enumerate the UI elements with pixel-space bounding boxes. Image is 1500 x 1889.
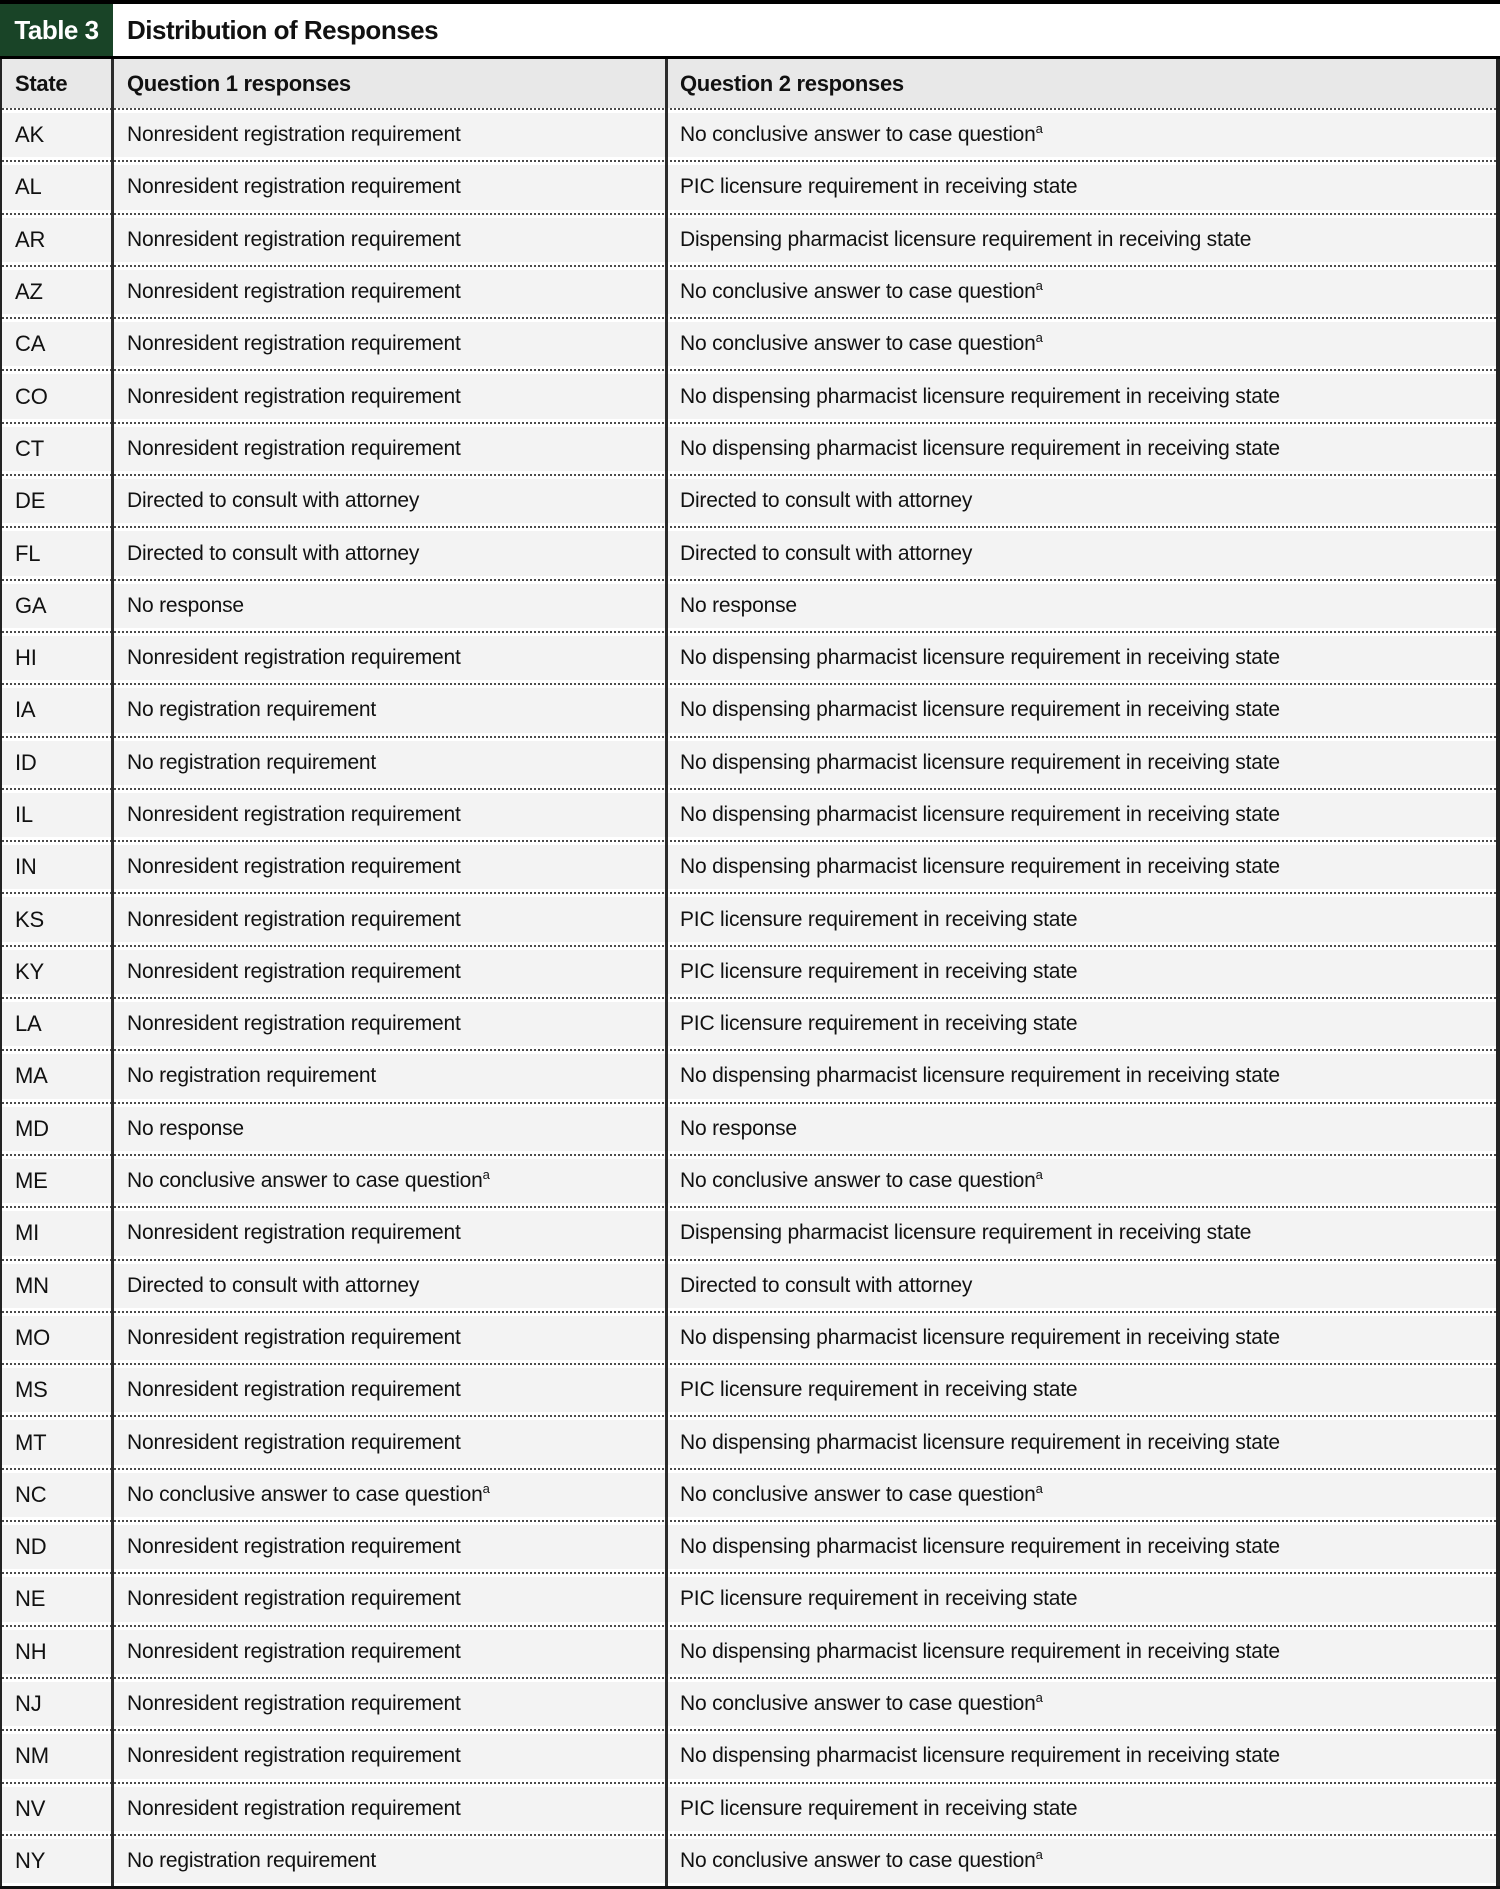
footnote-marker: a [1035,1167,1043,1183]
question2-response-cell [667,1378,1496,1402]
question1-response-cell [113,1221,667,1245]
question2-response-text: Dispensing pharmacist licensure requirement in receiving state [680,227,1252,251]
state-cell [2,1273,113,1299]
question2-response-text: PIC licensure requirement in receiving state [680,1796,1078,1820]
question1-response-cell [113,332,667,356]
question2-response-cell [667,332,1496,356]
state-cell [2,1848,113,1874]
state-cell [2,1430,113,1456]
column-header-question1: Question 1 responses [127,70,351,96]
question2-response-text: No dispensing pharmacist licensure requirement in receiving state [680,646,1280,670]
question2-response-cell [667,803,1496,827]
footnote-marker: a [482,1167,490,1183]
state-cell [2,854,113,880]
question2-response-cell [667,1012,1496,1036]
state-abbreviation: ME [15,1168,48,1194]
question2-response-text: PIC licensure requirement in receiving state [680,1587,1078,1611]
question2-response-cell [667,1535,1496,1559]
state-abbreviation: KS [15,906,44,932]
state-abbreviation: MI [15,1220,40,1246]
question1-response-cell [113,280,667,304]
state-abbreviation: AZ [15,279,43,305]
table-row [2,108,1496,160]
question2-response-cell [667,1431,1496,1455]
state-abbreviation: NH [15,1638,47,1664]
table-row [2,1625,1496,1677]
question2-response-text: No conclusive answer to case question [680,332,1036,356]
state-abbreviation: MS [15,1377,48,1403]
state-abbreviation: HI [15,645,37,671]
state-cell [2,1063,113,1089]
state-cell [2,227,113,253]
question2-response-cell [667,1117,1496,1141]
question1-response-text: Nonresident registration requirement [127,1012,461,1036]
question1-response-cell [113,960,667,984]
table-row [2,1520,1496,1572]
question2-response-cell [667,437,1496,461]
question1-response-text: No registration requirement [127,698,377,722]
footnote-marker: a [1035,1480,1043,1496]
state-abbreviation: ID [15,749,37,775]
table-body [2,108,1496,1886]
question1-response-cell [113,1587,667,1611]
question1-response-cell [113,1274,667,1298]
state-cell [2,1482,113,1508]
state-cell [2,279,113,305]
question1-response-text: Nonresident registration requirement [127,227,461,251]
table-row [2,265,1496,317]
question1-response-cell [113,698,667,722]
question1-response-text: Nonresident registration requirement [127,123,461,147]
question2-response-cell [667,1744,1496,1768]
question2-response-cell [667,1221,1496,1245]
table-row [2,369,1496,421]
state-cell [2,1116,113,1142]
question2-response-cell [667,1640,1496,1664]
state-cell [2,1586,113,1612]
question1-response-cell [113,1797,667,1821]
table-row [2,788,1496,840]
state-cell [2,1796,113,1822]
table-row [2,1415,1496,1467]
state-abbreviation: NC [15,1481,47,1507]
table-row [2,160,1496,212]
state-abbreviation: FL [15,540,41,566]
question1-response-cell [113,123,667,147]
question2-response-cell [667,751,1496,775]
question1-response-cell [113,175,667,199]
question1-response-text: No response [127,593,244,617]
table-title: Distribution of Responses [127,14,439,45]
state-abbreviation: CO [15,383,48,409]
question1-response-cell [113,1064,667,1088]
question1-response-text: Nonresident registration requirement [127,803,461,826]
table-row [2,945,1496,997]
question1-response-text: No response [127,1116,244,1140]
question2-response-cell [667,594,1496,618]
question2-response-cell [667,1587,1496,1611]
state-cell [2,1325,113,1351]
state-abbreviation: GA [15,592,47,618]
state-cell [2,697,113,723]
question1-response-text: Nonresident registration requirement [127,1587,461,1611]
table-row [2,317,1496,369]
question2-response-cell [667,123,1496,147]
table-row [2,213,1496,265]
question1-response-text: No registration requirement [127,1064,377,1088]
state-abbreviation: NJ [15,1691,42,1717]
table-row [2,1363,1496,1415]
question2-response-text: Dispensing pharmacist licensure requirement in receiving state [680,1221,1252,1245]
question1-response-text: No registration requirement [127,750,377,774]
question2-response-text: No conclusive answer to case question [680,280,1036,304]
question1-response-text: Nonresident registration requirement [127,646,461,670]
question1-response-cell [113,1480,667,1507]
state-abbreviation: LA [15,1011,42,1037]
question2-response-cell [667,1274,1496,1298]
question1-response-cell [113,1117,667,1141]
question2-response-cell [667,960,1496,984]
state-abbreviation: ND [15,1534,47,1560]
question1-response-cell [113,594,667,618]
state-cell [2,1743,113,1769]
question1-response-cell [113,1326,667,1350]
question2-response-text: Directed to consult with attorney [680,489,973,513]
question1-response-text: No registration requirement [127,1848,377,1872]
table-row [2,1834,1496,1886]
state-cell [2,174,113,200]
question2-response-text: No conclusive answer to case question [680,1169,1036,1193]
question1-response-cell [113,385,667,409]
question2-response-cell [667,1692,1496,1716]
state-abbreviation: MN [15,1272,49,1298]
table-row [2,422,1496,474]
question2-response-text: No dispensing pharmacist licensure requirement in receiving state [680,698,1280,722]
footnote-marker: a [482,1480,490,1496]
question1-response-cell [113,908,667,932]
question1-response-text: Directed to consult with attorney [127,541,420,565]
question1-response-text: No conclusive answer to case question [127,1482,483,1506]
question2-response-cell [667,1797,1496,1821]
state-abbreviation: MA [15,1063,48,1089]
table-row [2,736,1496,788]
question1-response-cell [113,1169,667,1193]
question1-response-cell [113,1012,667,1036]
state-abbreviation: AK [15,122,44,148]
footnote-marker: a [1035,1846,1043,1862]
state-cell [2,331,113,357]
question2-response-text: No dispensing pharmacist licensure requirement in receiving state [680,1430,1280,1454]
question1-response-cell [113,646,667,670]
column-divider-state-q1 [111,59,114,1886]
question1-response-text: Directed to consult with attorney [127,1273,420,1297]
question2-response-text: No dispensing pharmacist licensure requirement in receiving state [680,1535,1280,1559]
question1-response-text: Nonresident registration requirement [127,1639,461,1663]
question2-response-text: No conclusive answer to case question [680,1482,1036,1506]
state-abbreviation: IN [15,854,37,880]
state-abbreviation: CT [15,435,44,461]
question2-response-cell [667,1169,1496,1193]
question2-response-text: No dispensing pharmacist licensure requirement in receiving state [680,855,1280,879]
state-abbreviation: MT [15,1429,47,1455]
state-cell [2,541,113,567]
question2-response-cell [667,1064,1496,1088]
question2-response-text: No dispensing pharmacist licensure requirement in receiving state [680,384,1280,408]
question2-response-cell [667,646,1496,670]
question1-response-text: Nonresident registration requirement [127,1221,461,1245]
question1-response-cell [113,437,667,461]
question2-response-cell [667,489,1496,513]
question1-response-text: No conclusive answer to case question [127,1169,483,1193]
question2-response-cell [667,280,1496,304]
question2-response-text: Directed to consult with attorney [680,541,973,565]
footnote-marker: a [1035,330,1043,346]
column-header-state: State [15,70,68,96]
state-cell [2,1011,113,1037]
table-row [2,526,1496,578]
state-abbreviation: DE [15,488,46,514]
question1-response-text: Nonresident registration requirement [127,1430,461,1454]
state-cell [2,593,113,619]
question1-response-cell [113,1431,667,1455]
state-cell [2,750,113,776]
question2-response-text: PIC licensure requirement in receiving state [680,1012,1078,1036]
question2-response-text: No dispensing pharmacist licensure requirement in receiving state [680,1744,1280,1768]
state-cell [2,1220,113,1246]
question1-response-text: Nonresident registration requirement [127,1535,461,1559]
table-row [2,579,1496,631]
state-cell [2,959,113,985]
question2-response-text: No conclusive answer to case question [680,123,1036,147]
column-divider-q1-q2 [665,59,668,1886]
table-row [2,1259,1496,1311]
question1-response-text: Nonresident registration requirement [127,332,461,356]
question1-response-text: Nonresident registration requirement [127,1796,461,1820]
question1-response-cell [113,489,667,513]
question1-response-text: Nonresident registration requirement [127,1744,461,1768]
state-abbreviation: CA [15,331,46,357]
table-number-badge: Table 3 [0,4,113,56]
state-cell [2,1639,113,1665]
question1-response-cell [113,1744,667,1768]
table-row [2,892,1496,944]
state-cell [2,1691,113,1717]
question2-response-text: No dispensing pharmacist licensure requirement in receiving state [680,1064,1280,1088]
question1-response-cell [113,803,667,827]
question1-response-text: Nonresident registration requirement [127,280,461,304]
state-abbreviation: IL [15,802,33,827]
question1-response-text: Nonresident registration requirement [127,907,461,931]
question1-response-cell [113,1640,667,1664]
table-grid [0,59,1500,1886]
question1-response-text: Nonresident registration requirement [127,855,461,879]
footnote-marker: a [1035,121,1043,137]
column-header-question2: Question 2 responses [680,70,904,96]
footnote-marker: a [1035,278,1043,294]
table-row [2,1049,1496,1101]
question2-response-text: No dispensing pharmacist licensure requirement in receiving state [680,436,1280,460]
question1-response-text: Nonresident registration requirement [127,1325,461,1349]
question2-response-cell [667,1326,1496,1350]
question2-response-text: No conclusive answer to case question [680,1692,1036,1716]
table-row [2,1468,1496,1520]
state-abbreviation: NE [15,1586,46,1612]
state-abbreviation: NM [15,1743,49,1769]
table-header-row [2,59,1496,108]
question2-response-text: No dispensing pharmacist licensure requirement in receiving state [680,1325,1280,1349]
state-cell [2,122,113,148]
state-abbreviation: MO [15,1324,51,1350]
question1-response-text: Nonresident registration requirement [127,175,461,199]
question1-response-cell [113,1849,667,1873]
question2-response-text: PIC licensure requirement in receiving state [680,1378,1078,1402]
question2-response-text: No response [680,593,797,617]
question1-response-cell [113,542,667,566]
question2-response-text: Directed to consult with attorney [680,1273,973,1297]
question2-response-cell [667,175,1496,199]
question2-response-text: No conclusive answer to case question [680,1848,1036,1872]
question2-response-text: No response [680,1116,797,1140]
question2-response-cell [667,385,1496,409]
question1-response-text: Nonresident registration requirement [127,436,461,460]
question2-response-cell [667,1846,1496,1873]
table-row [2,1782,1496,1834]
footnote-marker: a [1035,1690,1043,1706]
table-row [2,1102,1496,1154]
question2-response-text: No dispensing pharmacist licensure requirement in receiving state [680,1639,1280,1663]
question1-response-text: Nonresident registration requirement [127,959,461,983]
question1-response-cell [113,1535,667,1559]
question1-response-cell [113,1692,667,1716]
question2-response-text: No dispensing pharmacist licensure requirement in receiving state [680,750,1280,774]
table-row [2,631,1496,683]
state-cell [2,1534,113,1560]
table-row [2,474,1496,526]
question2-response-cell [667,1480,1496,1507]
question1-response-text: Nonresident registration requirement [127,384,461,408]
question1-response-cell [113,855,667,879]
question1-response-text: Directed to consult with attorney [127,489,420,513]
table-row [2,1729,1496,1781]
question1-response-cell [113,1378,667,1402]
state-cell [2,1168,113,1194]
state-cell [2,488,113,514]
state-cell [2,1377,113,1403]
state-cell [2,802,113,828]
question2-response-cell [667,908,1496,932]
table-row [2,997,1496,1049]
state-abbreviation: AR [15,226,46,252]
table-row [2,1206,1496,1258]
table-row [2,1572,1496,1624]
question2-response-text: PIC licensure requirement in receiving state [680,907,1078,931]
question2-response-cell [667,228,1496,252]
question1-response-text: Nonresident registration requirement [127,1692,461,1716]
question2-response-text: PIC licensure requirement in receiving state [680,175,1078,199]
state-abbreviation: IA [15,697,36,723]
question1-response-cell [113,751,667,775]
state-cell [2,645,113,671]
table-row [2,1677,1496,1729]
state-abbreviation: MD [15,1115,49,1141]
table-row [2,840,1496,892]
table-row [2,1311,1496,1363]
question2-response-text: PIC licensure requirement in receiving state [680,959,1078,983]
question2-response-cell [667,698,1496,722]
state-abbreviation: KY [15,958,44,984]
state-abbreviation: AL [15,174,42,200]
table-title-bar [0,4,1500,59]
table-row [2,683,1496,735]
question2-response-cell [667,542,1496,566]
state-cell [2,384,113,410]
question2-response-text: No dispensing pharmacist licensure requirement in receiving state [680,803,1280,826]
question2-response-cell [667,855,1496,879]
table-row [2,1154,1496,1206]
state-abbreviation: NV [15,1795,46,1821]
state-abbreviation: NY [15,1847,46,1873]
state-cell [2,907,113,933]
question1-response-cell [113,228,667,252]
question1-response-text: Nonresident registration requirement [127,1378,461,1402]
state-cell [2,436,113,462]
